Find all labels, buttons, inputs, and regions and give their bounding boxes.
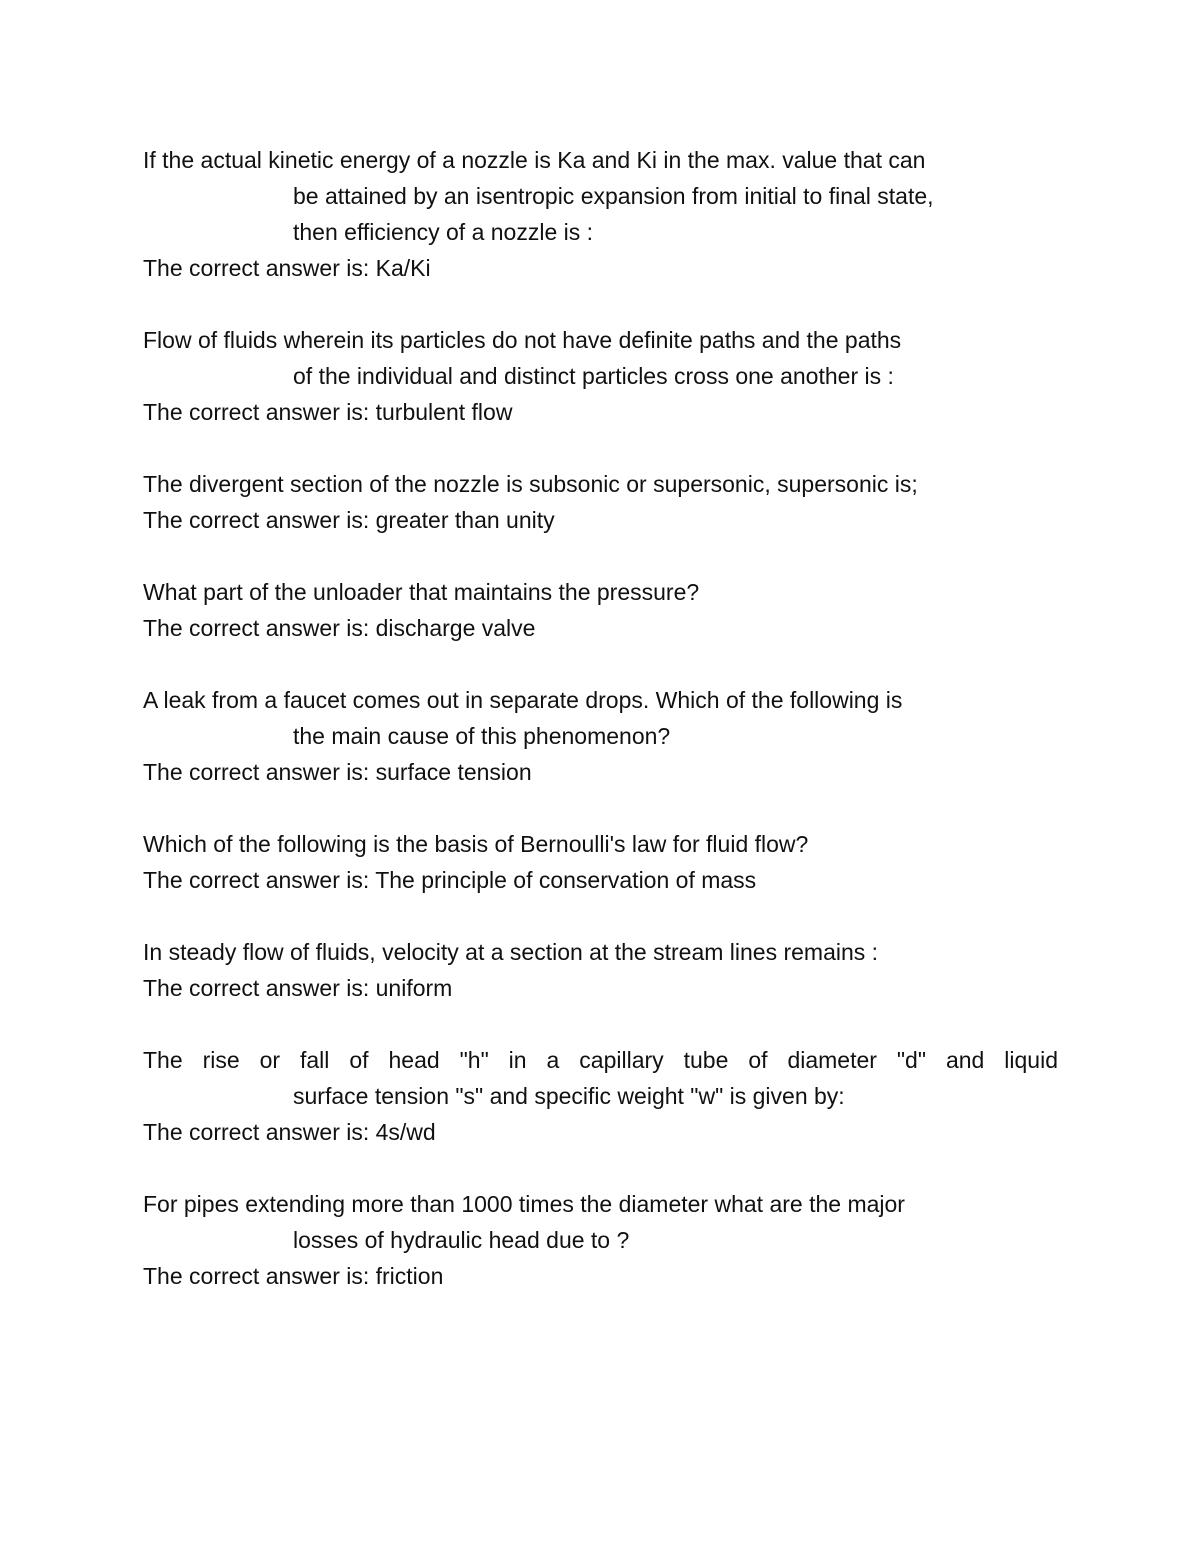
answer-line: The correct answer is: turbulent flow <box>143 399 513 425</box>
answer-line: The correct answer is: 4s/wd <box>143 1119 436 1145</box>
question-line: A leak from a faucet comes out in separate drops. Which of the following is <box>143 687 903 713</box>
answer-line: The correct answer is: The principle of conservation of mass <box>143 867 757 893</box>
qa-item <box>143 142 1058 286</box>
qa-item <box>143 574 1058 646</box>
answer-line: The correct answer is: discharge valve <box>143 615 536 641</box>
question-line: In steady flow of fluids, velocity at a section at the stream lines remains : <box>143 939 879 965</box>
qa-item <box>143 1186 1058 1294</box>
qa-item <box>143 322 1058 430</box>
qa-item <box>143 466 1058 538</box>
question-line: For pipes extending more than 1000 times the diameter what are the major <box>143 1191 905 1217</box>
qa-item <box>143 1042 1058 1150</box>
question-line: Which of the following is the basis of Bernoulli's law for fluid flow? <box>143 831 809 857</box>
question-line: then efficiency of a nozzle is : <box>293 219 594 245</box>
question-line: The divergent section of the nozzle is subsonic or supersonic, supersonic is; <box>143 471 918 497</box>
answer-line: The correct answer is: friction <box>143 1263 444 1289</box>
qa-item <box>143 826 1058 898</box>
answer-line: The correct answer is: surface tension <box>143 759 532 785</box>
question-line: If the actual kinetic energy of a nozzle is Ka and Ki in the max. value that can <box>143 147 926 173</box>
question-line: The rise or fall of head "h" in a capillary tube of diameter "d" and liquid <box>143 1047 1058 1073</box>
question-line: losses of hydraulic head due to ? <box>293 1227 630 1253</box>
qa-item <box>143 934 1058 1006</box>
question-line: What part of the unloader that maintains the pressure? <box>143 579 700 605</box>
qa-item <box>143 682 1058 790</box>
question-line: surface tension "s" and specific weight "w" is given by: <box>293 1083 845 1109</box>
question-line: be attained by an isentropic expansion from initial to final state, <box>293 183 934 209</box>
question-line: the main cause of this phenomenon? <box>293 723 671 749</box>
answer-line: The correct answer is: uniform <box>143 975 453 1001</box>
answer-line: The correct answer is: greater than unity <box>143 507 555 533</box>
qa-list <box>143 142 1058 1330</box>
question-line: Flow of fluids wherein its particles do not have definite paths and the paths <box>143 327 902 353</box>
question-line: of the individual and distinct particles cross one another is : <box>293 363 894 389</box>
answer-line: The correct answer is: Ka/Ki <box>143 255 431 281</box>
